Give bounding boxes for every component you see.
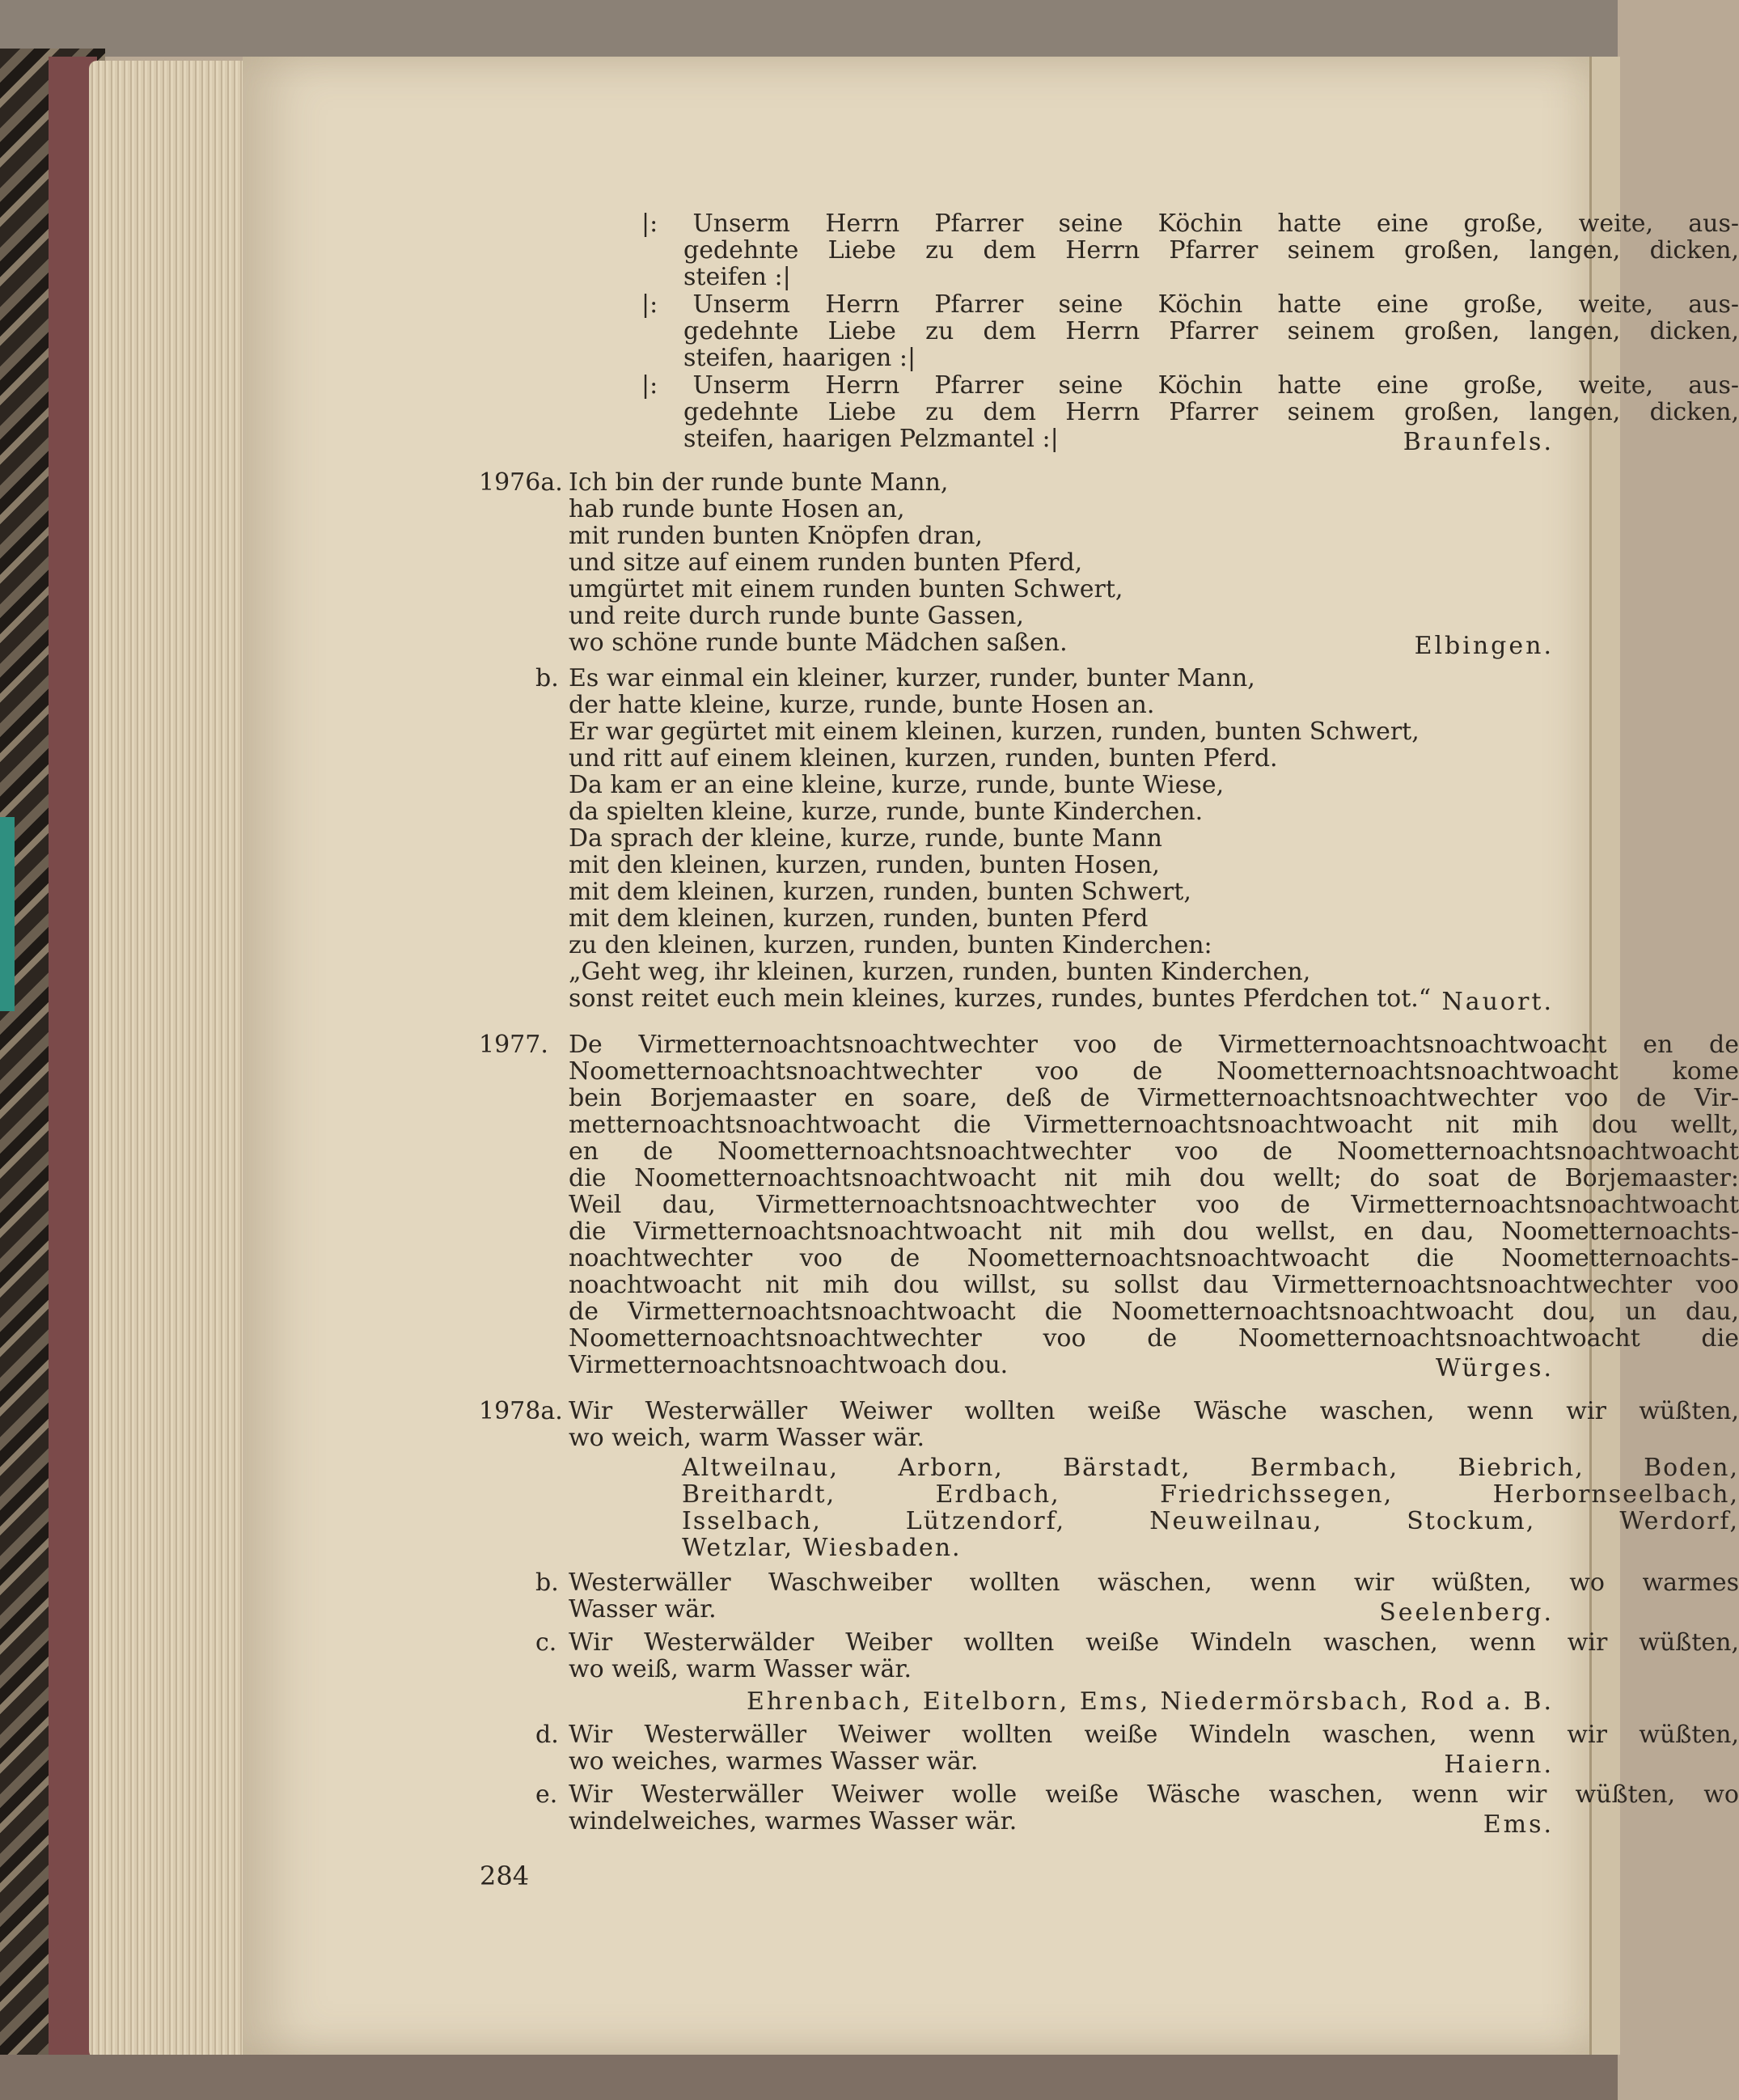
text-line: noachtwoacht nit mih dou willst, su sollst dau Virmetternoachtsnoachtwechter voo xyxy=(569,1271,1739,1299)
text-line: umgürtet mit einem runden bunten Schwert, xyxy=(569,575,1123,603)
text-line: de Virmetternoachtsnoachtwoacht die Noometternoachtsnoachtwoacht dou, un dau, xyxy=(569,1298,1739,1326)
text-line: „Geht weg, ihr kleinen, kurzen, runden, bunten Kinderchen, xyxy=(569,958,1311,986)
entry-letter: b. xyxy=(535,1569,559,1597)
place-name: Haiern. xyxy=(1444,1751,1554,1779)
text-line: und reite durch runde bunte Gassen, xyxy=(569,602,1024,630)
place-name: Seelenberg. xyxy=(1379,1598,1554,1627)
place-list-line: Wetzlar, Wiesbaden. xyxy=(682,1534,962,1562)
text-line: gedehnte Liebe zu dem Herrn Pfarrer seinem großen, langen, dicken, xyxy=(683,398,1739,426)
book-page xyxy=(243,57,1739,2055)
bookmark-ribbon xyxy=(0,817,15,1011)
text-line: zu den kleinen, kurzen, runden, bunten Kinderchen: xyxy=(569,931,1212,959)
text-line: Er war gegürtet mit einem kleinen, kurzen, runden, bunten Schwert, xyxy=(569,718,1420,746)
text-line: steifen, haarigen Pelzmantel :| xyxy=(683,425,1059,453)
text-line: Es war einmal ein kleiner, kurzer, runder, bunter Mann, xyxy=(569,664,1255,692)
place-name: Würges. xyxy=(1435,1354,1554,1382)
text-line: wo weiß, warm Wasser wär. xyxy=(569,1655,912,1683)
place-list-line: Breithardt, Erdbach, Friedrichssegen, Herbornseelbach, xyxy=(682,1480,1739,1509)
text-line: Virmetternoachtsnoachtwoach dou. xyxy=(569,1351,1009,1379)
text-line: De Virmetternoachtsnoachtwechter voo de Virmetternoachtsnoachtwoacht en de xyxy=(569,1031,1739,1059)
entry-letter: d. xyxy=(535,1721,559,1749)
entry-number: 1976a. xyxy=(479,468,563,497)
text-line: die Virmetternoachtsnoachtwoacht nit mih dou wellst, en dau, Noometternoachts- xyxy=(569,1217,1739,1246)
text-line: |: Unserm Herrn Pfarrer seine Köchin hatte eine große, weite, aus- xyxy=(641,290,1739,319)
entry-letter: c. xyxy=(535,1628,557,1657)
text-line: noachtwechter voo de Noometternoachtsnoachtwoacht die Noometternoachts- xyxy=(569,1244,1739,1272)
text-line: die Noometternoachtsnoachtwoacht nit mih dou wellt; do soat de Borjemaaster: xyxy=(569,1164,1739,1192)
text-line: bein Borjemaaster en soare, deß de Virmetternoachtsnoachtwechter voo de Vir- xyxy=(569,1084,1739,1112)
text-line: sonst reitet euch mein kleines, kurzes, rundes, buntes Pferdchen tot.“ xyxy=(569,984,1432,1013)
text-line: wo weich, warm Wasser wär. xyxy=(569,1424,925,1452)
place-list-line: Isselbach, Lützendorf, Neuweilnau, Stockum, Werdorf, xyxy=(682,1507,1739,1535)
text-line: mit dem kleinen, kurzen, runden, bunten Schwert, xyxy=(569,878,1191,906)
book-cover-bottom xyxy=(0,2055,1618,2100)
entry-number: 1977. xyxy=(479,1031,548,1059)
text-line: Wir Westerwäller Weiwer wollten weiße Wäsche waschen, wenn wir wüßten, xyxy=(569,1397,1739,1425)
place-name: Nauort. xyxy=(1441,988,1554,1016)
text-line: wo weiches, warmes Wasser wär. xyxy=(569,1747,979,1776)
text-line: Westerwäller Waschweiber wollten wäschen, wenn wir wüßten, wo warmes xyxy=(569,1569,1739,1597)
text-line: metternoachtsnoachtwoacht die Virmetternoachtsnoachtwoacht nit mih dou wellt, xyxy=(569,1111,1739,1139)
text-line: en de Noometternoachtsnoachtwechter voo de Noometternoachtsnoachtwoacht xyxy=(569,1137,1739,1166)
text-line: steifen :| xyxy=(683,263,791,291)
page-stack-edge xyxy=(89,61,259,2059)
text-line: mit den kleinen, kurzen, runden, bunten Hosen, xyxy=(569,851,1160,879)
text-line: Ich bin der runde bunte Mann, xyxy=(569,468,949,497)
text-line: |: Unserm Herrn Pfarrer seine Köchin hatte eine große, weite, aus- xyxy=(641,210,1739,238)
text-line: Wasser wär. xyxy=(569,1595,717,1624)
text-line: Noometternoachtsnoachtwechter voo de Noometternoachtsnoachtwoacht die xyxy=(569,1324,1739,1353)
place-name: Braunfels. xyxy=(1403,428,1554,456)
text-line: hab runde bunte Hosen an, xyxy=(569,495,905,523)
text-line: wo schöne runde bunte Mädchen saßen. xyxy=(569,629,1068,657)
place-name: Ems. xyxy=(1483,1810,1554,1839)
text-line: steifen, haarigen :| xyxy=(683,344,916,372)
place-name: Elbingen. xyxy=(1414,632,1554,660)
text-line: der hatte kleine, kurze, runde, bunte Hosen an. xyxy=(569,691,1155,719)
text-line: gedehnte Liebe zu dem Herrn Pfarrer seinem großen, langen, dicken, xyxy=(683,236,1739,265)
place-name: Ehrenbach, Eitelborn, Ems, Niedermörsbach, Rod a. B. xyxy=(747,1687,1554,1716)
place-list-line: Altweilnau, Arborn, Bärstadt, Bermbach, Biebrich, Boden, xyxy=(682,1454,1739,1482)
text-line: Wir Westerwäller Weiwer wollten weiße Windeln waschen, wenn wir wüßten, xyxy=(569,1721,1739,1749)
book-cover-top xyxy=(0,0,1618,57)
entry-letter: b. xyxy=(535,664,559,692)
text-line: Weil dau, Virmetternoachtsnoachtwechter voo de Virmetternoachtsnoachtwoacht xyxy=(569,1191,1739,1219)
text-line: da spielten kleine, kurze, runde, bunte Kinderchen. xyxy=(569,798,1204,826)
entry-letter: e. xyxy=(535,1780,558,1809)
text-line: |: Unserm Herrn Pfarrer seine Köchin hatte eine große, weite, aus- xyxy=(641,371,1739,400)
entry-number: 1978a. xyxy=(479,1397,563,1425)
text-line: und ritt auf einem kleinen, kurzen, runden, bunten Pferd. xyxy=(569,744,1278,773)
text-line: mit dem kleinen, kurzen, runden, bunten Pferd xyxy=(569,904,1149,933)
text-line: Wir Westerwälder Weiber wollten weiße Windeln waschen, wenn wir wüßten, xyxy=(569,1628,1739,1657)
text-line: gedehnte Liebe zu dem Herrn Pfarrer seinem großen, langen, dicken, xyxy=(683,317,1739,345)
text-line: Wir Westerwäller Weiwer wolle weiße Wäsche waschen, wenn wir wüßten, wo xyxy=(569,1780,1739,1809)
text-line: windelweiches, warmes Wasser wär. xyxy=(569,1807,1018,1835)
text-line: Da sprach der kleine, kurze, runde, bunte Mann xyxy=(569,824,1162,853)
page-number: 284 xyxy=(480,1861,530,1891)
text-line: und sitze auf einem runden bunten Pferd, xyxy=(569,548,1083,577)
text-line: Noometternoachtsnoachtwechter voo de Noometternoachtsnoachtwoacht kome xyxy=(569,1057,1739,1086)
text-line: Da kam er an eine kleine, kurze, runde, bunte Wiese, xyxy=(569,771,1225,799)
text-line: mit runden bunten Knöpfen dran, xyxy=(569,522,983,550)
